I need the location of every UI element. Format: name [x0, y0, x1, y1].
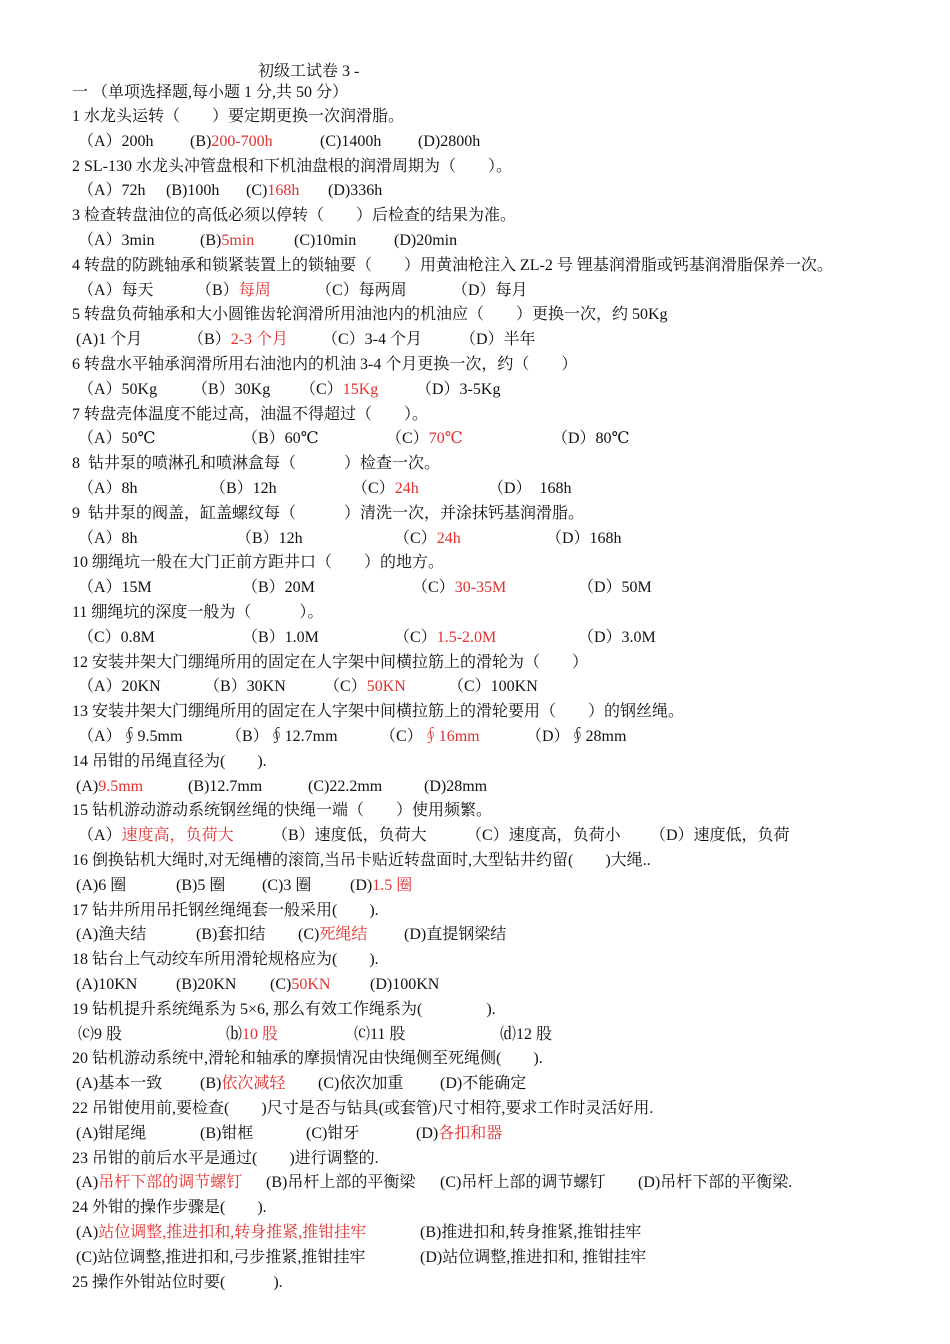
option-label: (C)10min [294, 232, 357, 249]
answer-option [452, 280, 528, 302]
question-text: 19 钻机提升系统绳系为 5×6, 那么有效工作绳系为( ). [72, 1000, 496, 1018]
correct-answer-highlight: 70℃ [428, 430, 463, 448]
option-label: (D)28mm [424, 777, 488, 795]
question-text: 11 绷绳坑的深度一般为（ ）。 [72, 604, 324, 621]
answer-option [242, 428, 319, 450]
answer-option [76, 329, 142, 351]
option-label: (B)100h [166, 182, 220, 200]
option-label: （B）12h [236, 529, 303, 547]
option-label: （C） [324, 678, 367, 696]
answer-option [440, 1172, 605, 1194]
answer-option [416, 379, 500, 401]
option-label: （C）0.8M [78, 628, 155, 646]
question-text: 7 转盘壳体温度不能过高，油温不得超过（ ）。 [72, 405, 429, 423]
answer-option [76, 1222, 366, 1244]
option-label: (B)吊杆上部的平衡梁 [266, 1174, 416, 1192]
option-label: (A)钳尾绳 [76, 1124, 147, 1142]
answer-option [266, 1172, 415, 1194]
correct-answer-highlight: 168h [267, 182, 300, 200]
answer-option [500, 1024, 552, 1046]
option-label: （C）速度高，负荷小 [466, 827, 621, 845]
option-label: （A）∮9.5mm [78, 728, 183, 745]
answer-option [78, 1024, 122, 1046]
question-text: 22 吊钳使用前,要检查( )尺寸是否与钻具(或套管)尺寸相符,要求工作时灵活好用. [72, 1100, 654, 1117]
answer-option [76, 1247, 365, 1269]
answer-option [300, 379, 378, 401]
answer-option [298, 924, 367, 946]
option-label: (C) [246, 182, 268, 200]
correct-answer-highlight: 200-700h [211, 132, 273, 150]
option-label: (C)3 圈 [262, 876, 312, 894]
option-label: （B）∮12.7mm [226, 728, 338, 745]
correct-answer-highlight: 5min [221, 232, 255, 249]
correct-answer-highlight: 9.5mm [98, 777, 144, 795]
option-label: （C） [394, 628, 437, 646]
question-text: 14 吊钳的吊绳直径为( ). [72, 752, 267, 770]
answer-option [318, 1073, 403, 1095]
option-label: （D）∮28mm [526, 728, 627, 745]
answer-option [272, 825, 427, 847]
answer-option [200, 1123, 253, 1145]
option-label: (A)基本一致 [76, 1075, 163, 1093]
correct-answer-highlight: 24h [394, 480, 419, 497]
correct-answer-highlight: 速度高，负荷大 [121, 827, 234, 845]
question-text: 2 SL-130 水龙头冲管盘根和下机油盘根的润滑周期为（ ）。 [72, 157, 513, 175]
correct-answer-highlight: 2-3 个月 [230, 331, 289, 349]
question-text: 10 绷绳坑一般在大门正前方距井口（ ）的地方。 [72, 554, 445, 572]
answer-option [78, 478, 138, 500]
question-text: 25 操作外钳站位时要( ). [72, 1273, 283, 1291]
option-label: （B） [188, 331, 231, 349]
answer-option [78, 676, 161, 698]
answer-option [190, 131, 273, 153]
option-label: （C）每两周 [316, 281, 407, 299]
answer-option [176, 875, 225, 897]
answer-option [246, 180, 299, 202]
correct-answer-highlight: 50KN [366, 678, 406, 696]
answer-option [78, 280, 154, 302]
answer-option [226, 726, 338, 748]
option-label: ⒝ [226, 1025, 243, 1043]
option-label: （D）半年 [460, 331, 536, 349]
option-label: (A) [76, 777, 99, 795]
answer-option [270, 974, 330, 996]
answer-option [418, 131, 480, 153]
option-label: （A）8h [78, 480, 138, 497]
option-label: (A)10KN [76, 976, 138, 993]
option-label: (C) [270, 976, 292, 993]
option-label: (A)1 个月 [76, 331, 143, 349]
option-label: （C） [380, 728, 423, 745]
answer-option [78, 428, 155, 450]
answer-option [324, 676, 406, 698]
section-header: 一 （单项选择题,每小题 1 分,共 50 分） [72, 84, 349, 101]
option-label: (C)吊杆上部的调节螺钉 [440, 1174, 606, 1192]
option-label: （A）50Kg [78, 380, 158, 398]
option-label: （C） [386, 430, 429, 448]
question-text: 3 检查转盘油位的高低必须以停转（ ）后检查的结果为准。 [72, 207, 517, 225]
answer-option [78, 577, 152, 599]
option-label: (B) [200, 232, 222, 249]
option-label: （A） [78, 827, 122, 845]
option-label: (C)钳牙 [306, 1124, 360, 1142]
correct-answer-highlight: 各扣和器 [438, 1124, 503, 1142]
answer-option [78, 528, 138, 550]
option-label: (B) [190, 132, 212, 150]
option-label: （B）速度低，负荷大 [272, 827, 427, 845]
correct-answer-highlight: 站位调整,推进扣和,转身推紧,推钳挂牢 [98, 1224, 367, 1241]
option-label: (D)20min [394, 232, 458, 249]
option-label: (C)依次加重 [318, 1075, 404, 1093]
answer-option [650, 825, 790, 847]
answer-option [404, 924, 506, 946]
question-text: 9 钻井泵的阀盖，缸盖螺纹每（ ）清洗一次，并涂抹钙基润滑脂。 [72, 504, 585, 522]
answer-option [78, 131, 154, 153]
answer-option [78, 230, 154, 252]
option-label: (A)渔夫结 [76, 926, 147, 944]
option-label: （D）50M [578, 579, 652, 597]
option-label: （A）50℃ [78, 430, 156, 448]
answer-option [188, 776, 262, 798]
correct-answer-highlight: 15Kg [342, 380, 379, 398]
answer-option [370, 974, 439, 996]
option-label: (D) [350, 876, 373, 894]
correct-answer-highlight: 10 股 [242, 1025, 279, 1043]
question-text: 1 水龙头运转（ ）要定期更换一次润滑脂。 [72, 108, 405, 125]
option-label: （A）3min [78, 232, 155, 249]
answer-option [394, 230, 457, 252]
option-label: (C) [298, 926, 320, 944]
answer-option [188, 329, 288, 351]
answer-option [578, 577, 652, 599]
option-label: （D）168h [546, 529, 622, 547]
answer-option [578, 627, 656, 649]
option-label: （D）3.0M [578, 628, 656, 646]
option-label: (A)6 圈 [76, 876, 127, 894]
answer-option [78, 379, 157, 401]
option-label: (C)22.2mm [308, 777, 383, 795]
answer-option [76, 1073, 162, 1095]
answer-option [78, 627, 155, 649]
answer-option [638, 1172, 792, 1194]
option-label: （B）12h [210, 480, 277, 497]
answer-option [460, 329, 536, 351]
question-text: 5 转盘负荷轴承和大小圆锥齿轮润滑所用油池内的机油应（ ）更换一次，约 50Kg [72, 306, 668, 324]
answer-option [352, 478, 419, 500]
option-label: (C)1400h [320, 132, 382, 150]
correct-answer-highlight: 吊杆下部的调节螺钉 [98, 1174, 243, 1192]
answer-option [386, 428, 463, 450]
answer-option [200, 230, 254, 252]
answer-option [394, 528, 461, 550]
answer-option [236, 528, 303, 550]
option-label: （B）20M [242, 579, 315, 597]
option-label: （C） [352, 480, 395, 497]
answer-option [262, 875, 311, 897]
option-label: （B）30Kg [192, 380, 271, 398]
answer-option [76, 924, 146, 946]
answer-option [316, 280, 407, 302]
option-label: (D)不能确定 [440, 1075, 527, 1093]
option-label: （C）3-4 个月 [322, 331, 423, 349]
option-label: （A）8h [78, 529, 138, 547]
answer-option [488, 478, 572, 500]
question-text: 13 安装井架大门绷绳所用的固定在人字架中间横拉筋上的滑轮要用（ ）的钢丝绳。 [72, 703, 685, 721]
option-label: （D）3-5Kg [416, 380, 501, 398]
correct-answer-highlight: 死绳结 [319, 926, 368, 944]
option-label: （B）30KN [204, 678, 286, 696]
question-text: 16 倒换钻机大绳时,对无绳槽的滚筒,当吊卡贴近转盘面时,大型钻井约留( )大绳.. [72, 852, 651, 869]
answer-option [76, 1123, 146, 1145]
correct-answer-highlight: 24h [436, 529, 461, 547]
answer-option [176, 974, 236, 996]
answer-option [552, 428, 629, 450]
option-label: (D) [416, 1124, 439, 1142]
option-label: （D） 168h [488, 480, 572, 497]
option-label: ⒞9 股 [78, 1025, 123, 1043]
option-label: (D)站位调整,推进扣和, 推钳挂牢 [420, 1248, 647, 1266]
question-text: 17 钻井所用吊托钢丝绳绳套一般采用( ). [72, 901, 379, 919]
answer-option [294, 230, 356, 252]
answer-option [306, 1123, 359, 1145]
option-label: （C） [394, 529, 437, 547]
option-label: （A）72h [78, 182, 146, 200]
answer-option [204, 676, 286, 698]
correct-answer-highlight: ∮16mm [422, 728, 480, 745]
correct-answer-highlight: 50KN [291, 976, 331, 993]
answer-option [76, 974, 137, 996]
option-label: (D)2800h [418, 132, 481, 150]
answer-option [196, 280, 271, 302]
answer-option [350, 875, 412, 897]
answer-option [78, 825, 234, 847]
option-label: (A) [76, 1174, 99, 1192]
option-label: （A）每天 [78, 281, 154, 299]
answer-option [242, 577, 315, 599]
answer-option [320, 131, 381, 153]
answer-option [380, 726, 480, 748]
option-label: （A）15M [78, 579, 152, 597]
correct-answer-highlight: 1.5 圈 [372, 876, 413, 894]
answer-option [192, 379, 270, 401]
option-label: (D)吊杆下部的平衡梁. [638, 1174, 793, 1192]
option-label: （B）60℃ [242, 430, 319, 448]
option-label: (D)100KN [370, 976, 440, 993]
question-text: 20 钻机游动系统中,滑轮和轴承的摩损情况由快绳侧至死绳侧( ). [72, 1050, 543, 1068]
answer-option [412, 577, 506, 599]
answer-option [354, 1024, 405, 1046]
option-label: （C） [412, 579, 455, 597]
correct-answer-highlight: 依次减轻 [221, 1075, 286, 1093]
answer-option [526, 726, 626, 748]
question-text: 6 转盘水平轴承润滑所用右油池内的机油 3-4 个月更换一次，约（ ） [72, 356, 578, 373]
option-label: （B） [196, 281, 239, 299]
option-label: (A) [76, 1224, 99, 1241]
option-label: ⒟12 股 [500, 1025, 553, 1043]
question-text: 12 安装井架大门绷绳所用的固定在人字架中间横拉筋上的滑轮为（ ） [72, 653, 589, 671]
option-label: (D)336h [328, 182, 383, 200]
option-label: （A）20KN [78, 678, 161, 696]
answer-option [226, 1024, 278, 1046]
answer-option [394, 627, 496, 649]
answer-option [546, 528, 622, 550]
answer-option [76, 875, 126, 897]
question-text: 24 外钳的操作步骤是( ). [72, 1199, 267, 1217]
option-label: (C)站位调整,推进扣和,弓步推紧,推钳挂牢 [76, 1248, 366, 1266]
answer-option [166, 180, 219, 202]
option-label: （D）每月 [452, 281, 528, 299]
answer-option [78, 726, 182, 748]
correct-answer-highlight: 30-35M [454, 579, 507, 597]
option-label: （B）1.0M [242, 628, 319, 646]
answer-option [322, 329, 422, 351]
option-label: (B)12.7mm [188, 777, 263, 795]
option-label: （A）200h [78, 132, 154, 150]
answer-option [76, 776, 143, 798]
option-label: （D）80℃ [552, 430, 630, 448]
question-text: 4 转盘的防跳轴承和锁紧装置上的锁轴要（ ）用黄油枪注入 ZL-2 号 锂基润滑脂或钙基润滑脂保养一次。 [72, 256, 833, 274]
answer-option [466, 825, 621, 847]
answer-option [424, 776, 487, 798]
exam-title: 初级工试卷 3 - [258, 63, 360, 80]
answer-option [420, 1247, 646, 1269]
answer-option [420, 1222, 641, 1244]
answer-option [196, 924, 265, 946]
option-label: (B)20KN [176, 976, 237, 993]
answer-option [308, 776, 382, 798]
answer-option [210, 478, 277, 500]
option-label: (B)钳框 [200, 1124, 254, 1142]
answer-option [78, 180, 146, 202]
option-label: (B)套扣结 [196, 926, 266, 944]
question-text: 18 钻台上气动绞车所用滑轮规格应为( ). [72, 951, 379, 969]
answer-option [440, 1073, 526, 1095]
option-label: （C） [300, 380, 343, 398]
option-label: (B) [200, 1075, 222, 1093]
question-text: 23 吊钳的前后水平是通过( )进行调整的. [72, 1149, 379, 1167]
correct-answer-highlight: 1.5-2.0M [436, 628, 497, 646]
question-text: 15 钻机游动游动系统钢丝绳的快绳一端（ ）使用频繁。 [72, 802, 493, 820]
option-label: (B)5 圈 [176, 876, 226, 894]
option-label: （D）速度低，负荷 [650, 827, 790, 845]
answer-option [328, 180, 382, 202]
answer-option [242, 627, 319, 649]
answer-option [200, 1073, 285, 1095]
correct-answer-highlight: 每周 [238, 281, 271, 299]
answer-option [416, 1123, 502, 1145]
option-label: （C）100KN [448, 678, 538, 696]
answer-option [76, 1172, 242, 1194]
option-label: (D)直提钢梁结 [404, 926, 507, 944]
answer-option [448, 676, 538, 698]
option-label: ⒞11 股 [354, 1025, 406, 1043]
question-text: 8 钻井泵的喷淋孔和喷淋盒每（ ）检查一次。 [72, 455, 441, 473]
option-label: (B)推进扣和,转身推紧,推钳挂牢 [420, 1224, 642, 1241]
